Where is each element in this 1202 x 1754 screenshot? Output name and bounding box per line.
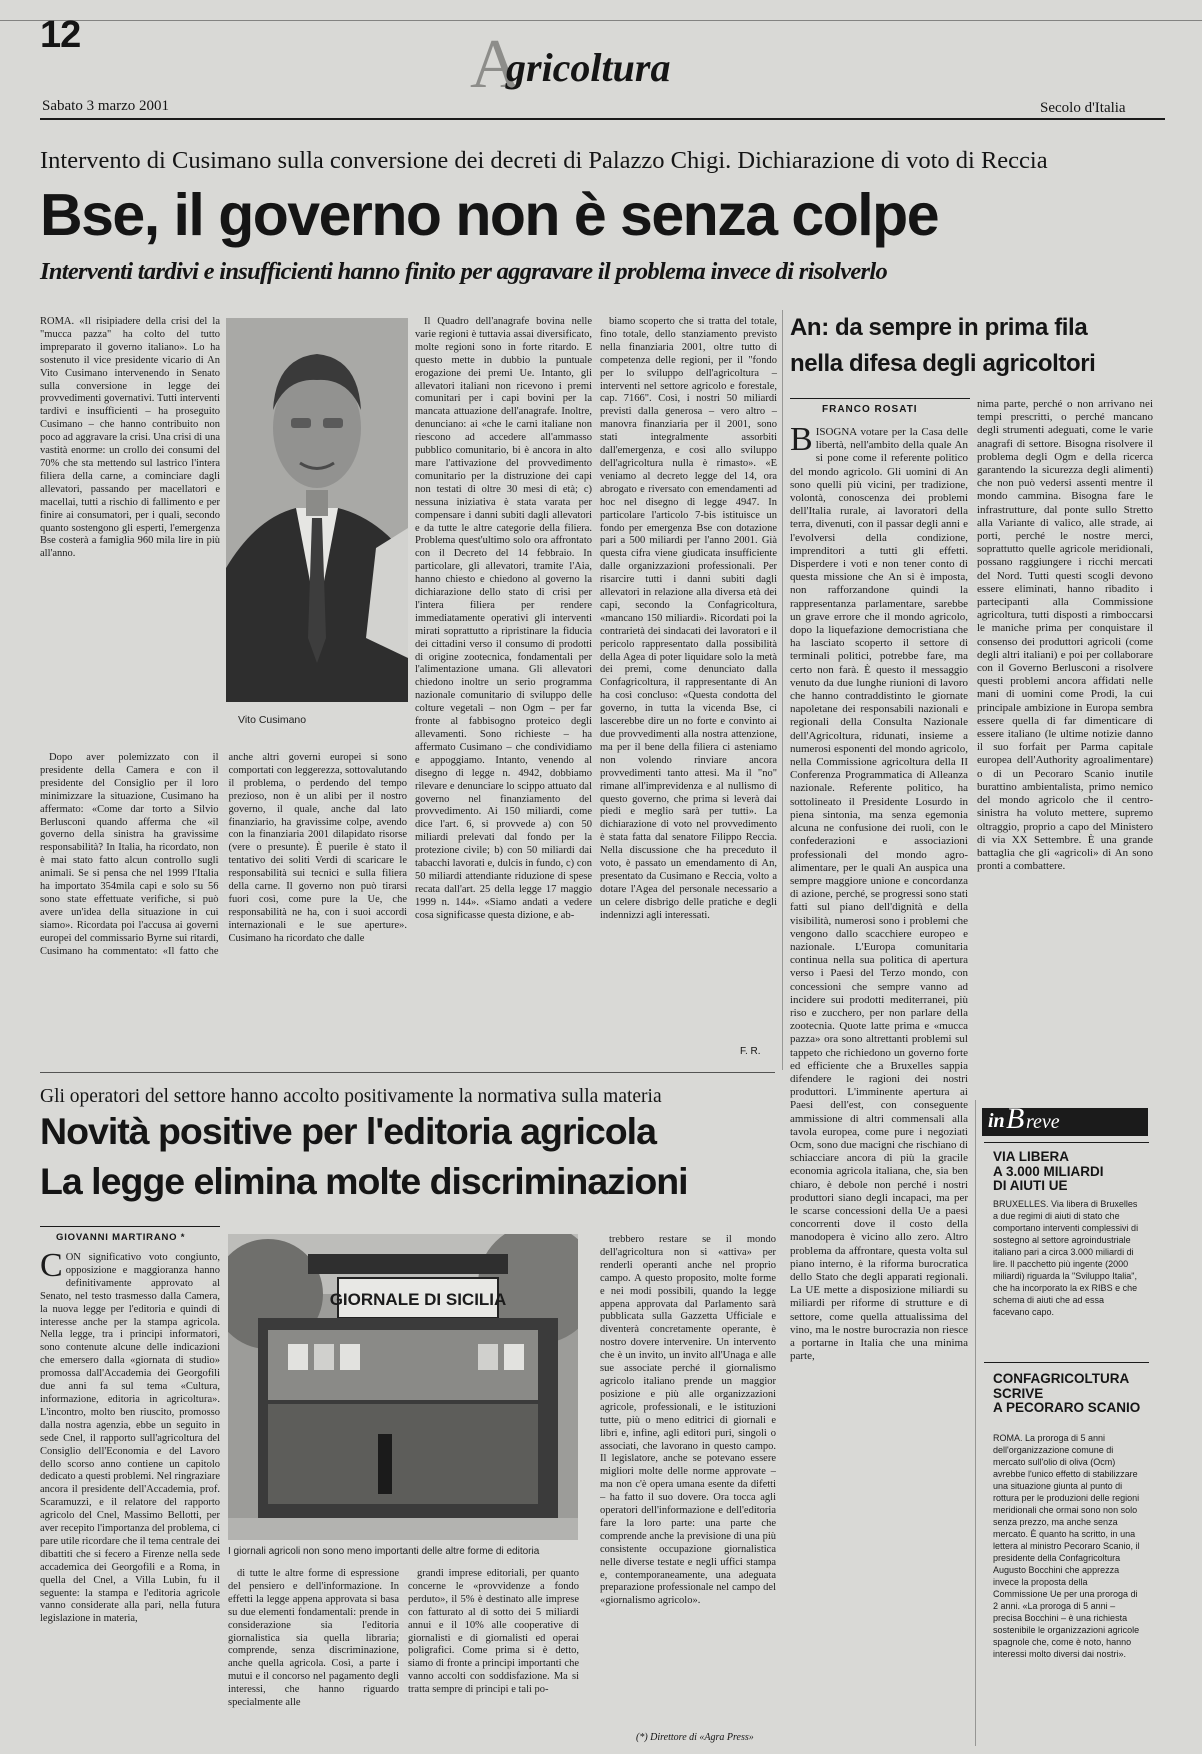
brief1-title bbox=[993, 1150, 1104, 1194]
portrait-image bbox=[226, 318, 408, 702]
article2-headline-line2: La legge elimina molte discriminazioni bbox=[40, 1160, 688, 1202]
brief1-body-text: BRUXELLES. Via libera di Bruxelles a due regimi di aiuti di stato che comportano interventi complessivi di sostegno al settore agroindustriale italiano pari a circa 3.000 miliardi di lire. Il pacchetto più ingente (2000 miliardi) riguarda la "Sviluppo Italia", che ha incorporato la ex RIBS e che schema di aiuti che ad essa facevano capo. bbox=[993, 1199, 1139, 1317]
brief2-title-line1: CONFAGRICOLTURA bbox=[993, 1371, 1130, 1386]
article2-byline-rule bbox=[40, 1226, 220, 1227]
an-col2 bbox=[977, 398, 1153, 986]
brief1-title-line3: DI AIUTI UE bbox=[993, 1178, 1068, 1193]
newsstand-photo bbox=[228, 1234, 578, 1540]
masthead-bottom-rule bbox=[40, 118, 1165, 120]
section-title-text: gricoltura bbox=[506, 45, 671, 90]
section-title-initial: A bbox=[470, 26, 521, 103]
article1-col4-text: biamo scoperto che si tratta del totale, fino totale, dello stanziamento previsto nella finanziaria 2001, oltre tutto di competenza delle regioni, per il "fondo per lo sviluppo dell'agricoltura – interventi nel settore agricolo e forestale, cap. 7166". Così, i nostri 50 miliardi previsti dalla generosa – vero altro – manovra finanziaria per il 2001, sono stati integralmente assorbiti dall'emergenza, e così allo sviluppo dell'agricoltura nulla è rimasto». «E veniamo al decreto legge del 14, ora abrogato e riversato con emendamenti ad hoc nel disegno di legge 4947. In particolare l'articolo 7-bis istituisce un fondo per emergenza Bse con dotazione pari a 500 miliardi per l'anno 2001. Già questa cifra viene giudicata insufficiente dalle organizzazioni professionali. Per risarcire tutti i danni subiti dagli allevatori in relazione alla diversa età dei capi, secondo la Confagricoltura, «mancano 150 miliardi». Ricordati poi la contrarietà dei sindacati dei lavoratori e il pericolo rappresentato dalla possibilità della Agea di poter liquidare solo la metà dei premi, come denunciato dalla Confagricoltura, il rappresentante di An ha così concluso: «Questa condotta del governo, in tutta la vicenda Bse, ci lascerebbe dire un no forte e convinto ai due provvedimenti alla nostra attenzione, ma per il bene della filiera ci asteniamo non volendo rinviare ancora provvedimenti tanto attesi. Ma il "no" rimane all'imprevidenza e al nullismo di questo governo, che prima si leverà dai piedi e meglio sarà per tutti». La dichiarazione di voto nel provvedimento è stata fatta dal senatore Filippo Reccia. Nella discussione che ha preceduto il voto, è passato un emendamento di An, presentato da Cusimano e Reccia, volto a dotare l'Agea del personale necessario a un celere disbrigo delle pratiche e degli indennizzi agli interessati. bbox=[600, 316, 777, 921]
article1-col1-top-text: ROMA. «Il risipiadere della crisi del la "mucca pazza" ha colto del tutto impreparato il governo italiano». Lo ha sostenuto il vice presidente vicario di An Vito Cusimano intervenendo in Senato sulla conversione in legge dei provvedimenti governativi. Tutti interventi tardivi e insufficienti – ha proseguito Cusimano – che hanno contribuito non poco ad aggravare la crisi. Una crisi di una vastità enorme: un crollo dei consumi del 70% che sta mettendo sul lastrico l'intera filiera della carne, a cominciare dagli allevatori, passando per macellatori e macellai, tutti a rischio di fallimento e per finire ai consumatori, per i quali, secondo quanto sostengono gli esperti, l'emergenza Bse costerà a famiglia 960 mila lire in più all'anno. bbox=[40, 316, 220, 560]
article1-col1-top bbox=[40, 316, 220, 748]
inbreve-rule bbox=[984, 1142, 1149, 1143]
article2-col2 bbox=[228, 1568, 399, 1746]
vertical-rule-main bbox=[782, 310, 783, 1070]
article2-footnote: (*) Direttore di «Agra Press» bbox=[636, 1732, 754, 1743]
newsstand-image bbox=[228, 1234, 578, 1540]
article1-col4 bbox=[600, 316, 777, 1032]
article1-col3-text: Il Quadro dell'anagrafe bovina nelle varie regioni è tuttavia assai diversificato, molte regioni sono in forte ritardo. E questo mette in dubbio la puntuale erogazione dei premi Ue. Intanto, gli allevatori italiani non ricevono i premi comunitari per i capi bovini per la mancata attuazione dell'anagrafe. Inoltre, denunciano: ai «che le carni italiane non riescono ad accedere all'ammasso pubblico comunitario, bi è ancora in alto mare l'attivazione del provvedimento comunitario per la distruzione dei capi non testati di oltre 30 mesi di età; c) nessuna iniziativa è stata varata per compensare i danni subiti dagli allevatori e da tutte le altre categorie della filiera. Problema quest'ultimo solo ora affrontato con il Decreto del 14 febbraio. In particolare, gli allevatori, tramite l'Aia, hanno chiesto e chiedono al governo la dichiarazione dello stato di crisi per l'intera filiera per rendere immediatamente operativi gli interventi mirati soprattutto a ripristinare la fiducia dei cittadini verso il consumo di prodotti di origine zootecnica, fondamentali per l'alimentazione umana. Gli allevatori chiedono inoltre un serio programma nazionale comunitario di sviluppo delle colture vegetali – non Ogm – per far fronte al fabbisogno proteico degli allevamenti. Sono richieste – ha affermato Cusimano – che condividiamo e appoggiamo. Intanto, venendo al disegno di legge n. 4942, dobbiamo rilevare e denunciare lo scippo attuato dal governo nel finanziamento del provvedimento. Ai 150 miliardi, come dice l'art. 6, si provvede a) con 50 miliardi prelevati dal fondo per la protezione civile; b) con 50 miliardi dai tabacchi lavorati e, dulcis in fundo, c) con 50 miliardi attendiante riduzione di spese recata dall'art. 25 della legge 17 maggio 1999 n. 144». «Siamo andati a vedere cosa significasse questa dizione, e ab- bbox=[415, 316, 592, 921]
article1-col1-bottom-text: Dopo aver polemizzato con il presidente della Camera e con il presidente del Consiglio per il loro minimizzare la situazione, Cusimano ha affermato: «Come dar torto a Silvio Berlusconi quando afferma che «il governo della sinistra ha gravissime responsabilità? In Italia, ha ricordato, non è mai stato fatto alcun controllo sugli animali. Se si pensa che nel 1999 l'Italia ha importato 354mila capi e solo su 56 sono state effettuate verifiche, si può avere un'idea della situazione in cui siamo». Ricordata poi l'accusa ai governi europei del commissario Byrne sui ritardi, Cusimano ha commentato: «Il fatto che anche altri governi europei si sono comportati con leggerezza, sottovalutando il problema, o perdendo del tempo prezioso, non è un alibi per il nostro governo, il quale, anche dal lato finanziario, ha gravissime colpe, avendo con la finanziaria 2001 dilapidato risorse (vere o presunte). È puerile è stato il tentativo dei soliti Verdi di scaricare le responsabilità sui tecnici e sulla filiera della carne. Il governo non può tirarsi fuori così, come pure la Ue, che responsabilità ne ha, con i suoi accordi internazionali e le sue aperture». Cusimano ha ricordato che dalle bbox=[40, 752, 407, 957]
article1-signature: F. R. bbox=[740, 1046, 761, 1057]
kiosk-sign-text: GIORNALE DI SICILIA bbox=[329, 1290, 507, 1309]
an-headline-line1: An: da sempre in prima fila bbox=[790, 314, 1088, 341]
article2-byline: GIOVANNI MARTIRANO * bbox=[56, 1232, 186, 1243]
article2-col1 bbox=[40, 1252, 220, 1746]
issue-date: Sabato 3 marzo 2001 bbox=[42, 98, 170, 114]
brief2-title-line2: SCRIVE bbox=[993, 1385, 1044, 1401]
brief2-body-text: ROMA. La proroga di 5 anni dell'organizzazione comune di mercato sull'olio di oliva (Ocm) avrebbe l'unico effetto di stabilizzare una situazione giunta al punto di rottura per le produzioni delle regioni meridionali che ormai sono non solo senza prezzo, ma anche senza mercato. È quanto ha scritto, in una lettera al ministro Pecoraro Scanio, il presidente della Confagricoltura Augusto Bocchini che apprezza invece la proposta della Commissione Ue per una proroga di 2 anni. «La proroga di 5 anni – precisa Bocchini – è una richiesta sostenibile le organizzazioni agricole spagnole che, come è noto, hanno interessi molto diversi dai nostri». bbox=[993, 1433, 1140, 1659]
article2-kicker: Gli operatori del settore hanno accolto positivamente la normativa sulla materia bbox=[40, 1086, 662, 1107]
inbreve-logo bbox=[982, 1102, 1148, 1136]
an-byline-rule bbox=[790, 398, 970, 399]
article2-col4-text: trebbero restare se il mondo dell'agricoltura non si «attiva» per renderli operanti anche nel proprio campo. A questo proposito, molte forme e nei modi possibili, quando la legge appena approvata dal Parlamento sarà pubblicata sulla Gazzetta Ufficiale e diventerà concretamente operante, è nostro dovere intervenire. Un intervento che è un invito, un invito all'Unaga e alle sue associate perché il giornalismo agricolo italiano prende un maggior posizione e più alle organizzazioni agricole, professionali, e le istituzioni tutte, più o meno editrici di giornali e libri e, infine, agli editori puri, singoli o associati, che lavorano in questo campo. Il legislatore, anche se potevano essere migliori molte delle norme approvate – ma non c'è opera umana esente da difetti – ha fatto il suo dovere. Ora tocca agli operatori dell'informazione e dell'editoria fare la loro parte: una parte che comprende anche la previsione di una più consistente occupazione giornalistica nelle diverse testate e negli uffici stampa e, contemporaneamente, una adeguata preparazione professionale nel campo del «giornalismo agricolo». bbox=[600, 1234, 776, 1607]
article-separator bbox=[40, 1072, 775, 1073]
article1-col3 bbox=[415, 316, 592, 1060]
article1-col1-bottom bbox=[40, 752, 407, 1058]
an-dropcap: B bbox=[790, 426, 813, 458]
page-number: 12 bbox=[40, 14, 81, 56]
article2-headline-line1: Novità positive per l'editoria agricola bbox=[40, 1110, 656, 1152]
an-col1-text: ISOGNA votare per la Casa delle libertà, nell'ambito della quale An si pone come il referente politico del mondo agricolo. Gli uomini di An sono quelli più vicini, per tradizione, volontà, conoscenza dei problemi dell'Italia rurale, ai lavoratori della terra, divenuti, con il passar degli anni e l'evolversi della condizione, imprenditori a tutti gli effetti. Disperdere i voti e non tener conto di questa missione che An si è imposta, non rafforzandone quindi la rappresentanza parlamentare, sarebbe un grave errore che il mondo agricolo, dopo la liquefazione democristiana che ha lasciato scoperto il settore di terminali politici, potrebbe fare, ma certo non farà. È questo il messaggio venuto da due lunghe riunioni di lavoro che hanno contraddistinto le giornate napoletane dei responsabili nazionali e regionali della Consulta Nazionale dell'Agricoltura, ridunati, insieme a numerosi esponenti del mondo agricolo, nella Commissione agricoltura della II Conferenza Programmatica di Alleanza nazionale. Referente politico, ha sottolineato il Presidente Losurdo in piena sintonia, ma senza egemonia alcuna ne confusione dei ruoli, con le confederazioni e associazioni professionali del mondo agro-alimentare, per le quali An auspica una sempre maggiore unione e concordanza di azione, perché, se progressi sono stati fatti sul piano dell'dignità e della visibilità, numerosi sono i problemi che vengono dallo scacchiere europeo e nazionale. L'Europa comunitaria continua nella sua politica di apertura verso i Paesi del Terzo mondo, con concessioni che sempre vanno ad incidere sui prodotti mediterranei, più riso e zucchero, per non parlare della zootecnia. Quote latte prima e «mucca pazza» ora sono altrettanti problemi sul tappeto che richiedono un governo forte ed efficiente che a Bruxelles sappia difendere le ragioni dei nostri produttori. L'imminente apertura ai Paesi dell'est, con conseguente ammissione di altri commensali alla tavola europea, come pure i negoziati Ocm, sono due macigni che rischiano di schiacciare ancora di più la gracile economia agricola italiana, che, sia ben chiaro, è debole non perché i nostri produttori siano degli incapaci, ma per le scarse concessioni della Ue a paesi concorrenti dove il costo della manodopera è vicino allo zero. Altro problema da affrontare, questa volta sul piano interno, è la riforma burocratica dello Stato che degli apparati regionali. La UE mette a disposizione miliardi su miliardi per riforme di strutture e di settore, come quella attualissima del vino, ma le nostre burocrazia non riesce a portarne in Italia che una minima parte, bbox=[790, 426, 968, 1363]
vertical-rule-sidebar bbox=[975, 1100, 976, 1746]
brief2-title-line3: A PECORARO SCANIO bbox=[993, 1400, 1141, 1415]
brief1-title-line2: A 3.000 MILIARDI bbox=[993, 1163, 1104, 1179]
inbreve-logo-rest: reve bbox=[1026, 1111, 1060, 1133]
an-col1 bbox=[790, 426, 968, 1746]
article2-col2-text: di tutte le altre forme di espressione del pensiero e dell'informazione. In effetti la legge appena approvata si basa su due elementi fondamentali: prende in considerazione sia l'editoria giornalistica sia quella libraria; comprende, senza discriminazione, anche quella agricola. Così, a parte i mutui e il concorso nel pagamento degli interessi, che hanno riguardo specialmente alle bbox=[228, 1568, 399, 1709]
an-col2-text: nima parte, perché o non arrivano nei tempi prescritti, o perché mancano degli strumenti adeguati, come le varie anagrafi di settore. Bisogna risolvere il problema degli Ogm e della ricerca garantendo la sicurezza degli alimenti) che non può vedersi assenti mentre il mondo cammina. Bisogna fare le infrastrutture, dal ponte sullo Stretto alla Variante di valico, alle strade, ai porti, perché le nostre merci, soprattutto quelle agricole meridionali, possano raggiungere i ricchi mercati del Nord. Tutti questi scogli devono essere eliminati, hanno ribadito i partecipanti alla Commissione agricoltura, tutti disposti a rimboccarsi le maniche prima per conquistare il consenso dei produttori agricoli (come degli altri italiani) e poi per collaborare con il Governo Berlusconi a risolvere questi problemi ancora affidati nelle mani di uomini come Prodi, la cui principale ambizione in Europa sembra essere quella di far dimenticare di essere italiano (le ultime notizie danno il suo forfait per Parma capitale europea dell'Authority agroalimentare) o di un Pecoraro Scanio inutile burattino ambientalista, primo nemico del mondo agricolo che il centro-sinistra ha voluto mettere, supremo oltraggio, proprio a capo del Ministero di via XX Settembre. È una grande battaglia che gli «agricoli» di An sono pronti a combattere. bbox=[977, 398, 1153, 873]
brief2-body bbox=[993, 1432, 1143, 1746]
brief2-title bbox=[993, 1372, 1140, 1416]
brief1-body bbox=[993, 1198, 1143, 1348]
an-headline-line2: nella difesa degli agricoltori bbox=[790, 350, 1096, 377]
masthead-top-rule bbox=[0, 20, 1202, 21]
article1-kicker: Intervento di Cusimano sulla conversione dei decreti di Palazzo Chigi. Dichiarazione di voto di Reccia bbox=[40, 147, 1048, 174]
article1-subhead: Interventi tardivi e insufficienti hanno finito per aggravare il problema invece di risolverlo bbox=[40, 258, 888, 285]
cusimano-photo bbox=[226, 318, 408, 702]
article2-col3 bbox=[408, 1568, 579, 1746]
article2-col4 bbox=[600, 1234, 776, 1728]
article2-col1-text: ON significativo voto congiunto, opposizione e maggioranza hanno definitivamente approvato al Senato, nel testo trasmesso dalla Camera, la nuova legge per l'editoria e quindi di interesse anche per la stampa agricola. Nella legge, tra i principi informatori, sono contenute alcune delle indicazioni che emersero dalla «giornata di studio» promossa dall'Accademia dei Georgofili due anni fa sul tema «Cultura, informazione, editoria in agricoltura». L'incontro, molto ben riuscito, promosso dalla nostra agenzia, ebbe un seguito in sede Cnel, il rapporto sull'agricoltura del Consiglio dell'Economia e del Lavoro dello scorso anno contiene un capitolo dedicato a questi problemi. Nel ringraziare ancora il presidente dell'Accademia, prof. Scaramuzzi, e il relatore del rapporto agricolo del Cnel, Massimo Bellotti, per aver recepito l'importanza del problema, ci pare utile ricordare che il tema centrale dei dibattiti che si fecero a Firenze nella sede accademica dei Georgofili e a Roma, in quella del Cnel, a Villa Lubin, fu il seguente: la stampa e l'editoria agricole vanno considerate alla pari, nella futura legislazione in materia, bbox=[40, 1252, 220, 1625]
article2-dropcap: C bbox=[40, 1252, 63, 1284]
article2-col3-text: grandi imprese editoriali, per quanto concerne le «provvidenze a fondo perduto», il 5% è destinato alle imprese con fatturato al di sotto dei 5 miliardi annui e il 10% alle cooperative di giornalisti e di giornalisti ed operai poligrafici. Come prima si è detto, siamo di fronte a principi importanti che vanno accolti con soddisfazione. Ma si tratta sempre di principi e tali po- bbox=[408, 1568, 579, 1696]
cusimano-photo-caption: Vito Cusimano bbox=[238, 714, 307, 726]
brief1-title-line1: VIA LIBERA bbox=[993, 1149, 1070, 1164]
an-byline: FRANCO ROSATI bbox=[822, 404, 918, 415]
inbreve-logo-in: in bbox=[988, 1110, 1005, 1132]
newsstand-photo-caption: I giornali agricoli non sono meno importanti delle altre forme di editoria bbox=[228, 1546, 540, 1557]
inbreve-logo-b: B bbox=[1006, 1102, 1025, 1135]
newspaper-name: Secolo d'Italia bbox=[1040, 100, 1126, 116]
article1-headline: Bse, il governo non è senza colpe bbox=[40, 182, 939, 248]
brief-divider bbox=[984, 1362, 1149, 1363]
